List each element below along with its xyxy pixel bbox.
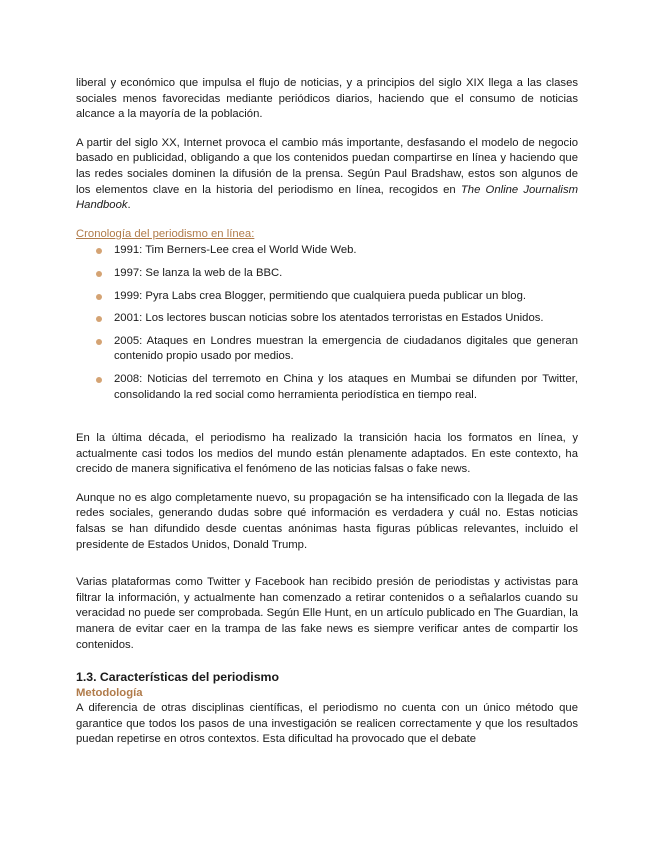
paragraph-end-punct: . [127,199,131,212]
timeline-item-text: 1999: Pyra Labs crea Blogger, permitiendo que cualquiera pueda publicar un blog. [114,289,526,302]
paragraph-press-history: liberal y económico que impulsa el flujo de noticias, y a principios del siglo XIX llega a las clases sociales menos favorecidas mediante periódicos diarios, haciendo que el consumo de noticias alcance a la mayoría de la población. [76,77,578,121]
bullet-icon [96,294,102,300]
bullet-icon [96,377,102,383]
subsection-heading: Metodología [76,687,143,700]
timeline-item-text: 1997: Se lanza la web de la BBC. [114,266,283,279]
timeline-item [76,266,578,282]
timeline-item [76,334,578,365]
paragraph-internet-change [76,136,578,214]
timeline-item-text: 1991: Tim Berners-Lee crea el World Wide Web. [114,244,357,257]
bullet-icon [96,339,102,345]
paragraph-social-media: Aunque no es algo completamente nuevo, su propagación se ha intensificado con la llegada de las redes sociales, generando dudas sobre qué información es verdadera y cuál no. Estas noticias falsas se han difundido desde cuentas anónimas hasta figuras públicas relevantes, incluido el presidente de Estados Unidos, Donald Trump. [76,491,578,551]
timeline-title: Cronología del periodismo en línea: [76,227,255,240]
bullet-icon [96,316,102,322]
timeline-item-text: 2005: Ataques en Londres muestran la emergencia de ciudadanos digitales que generan contenido propio usado por medios. [114,334,578,363]
section-heading: 1.3. Características del periodismo [76,670,279,685]
paragraph-platforms: Varias plataformas como Twitter y Facebook han recibido presión de periodistas y activistas para filtrar la información, y actualmente han comenzado a retirar contenidos o a señalarlos cuando su veracidad no puede ser comprobada. Según Elle Hunt, en un artículo publicado en The Guardian, la manera de evitar caer en la trampa de las fake news es siempre verificar antes de compartir los contenidos. [76,576,578,651]
book-title: The Online Journalism Handbook [76,183,578,212]
timeline-item [76,311,578,327]
timeline-list [76,243,578,403]
timeline-item-text: 2008: Noticias del terremoto en China y los ataques en Mumbai se difunden por Twitter, consolidando la red social como herramienta periodística en tiempo real. [114,372,578,401]
paragraph-last-decade: En la última década, el periodismo ha realizado la transición hacia los formatos en línea, y actualmente casi todos los medios del mundo están plenamente adaptados. En este contexto, ha crecido de manera significativa el fenómeno de las noticias falsas o fake news. [76,432,578,476]
bullet-icon [96,248,102,254]
timeline-item [76,243,578,259]
paragraph-methodology: A diferencia de otras disciplinas científicas, el periodismo no cuenta con un único método que garantice que todos los pasos de una investigación se realicen correctamente y que los resultados puedan repetirse en otros contextos. Esta dificultad ha provocado que el debate [76,702,578,746]
paragraph-internet-change-text: A partir del siglo XX, Internet provoca el cambio más importante, desfasando el modelo de negocio basado en publicidad, obligando a que los contenidos puedan compartirse en línea y haciendo que las redes sociales dominen la difusión de la prensa. Según Paul Bradshaw, estos son algunos de los elementos clave en la historia del periodismo en línea, recogidos en [76,136,578,196]
timeline-item [76,289,578,305]
timeline-item-text: 2001: Los lectores buscan noticias sobre los atentados terroristas en Estados Unidos. [114,312,544,325]
timeline-item [76,372,578,403]
bullet-icon [96,271,102,277]
document-page [76,76,578,748]
